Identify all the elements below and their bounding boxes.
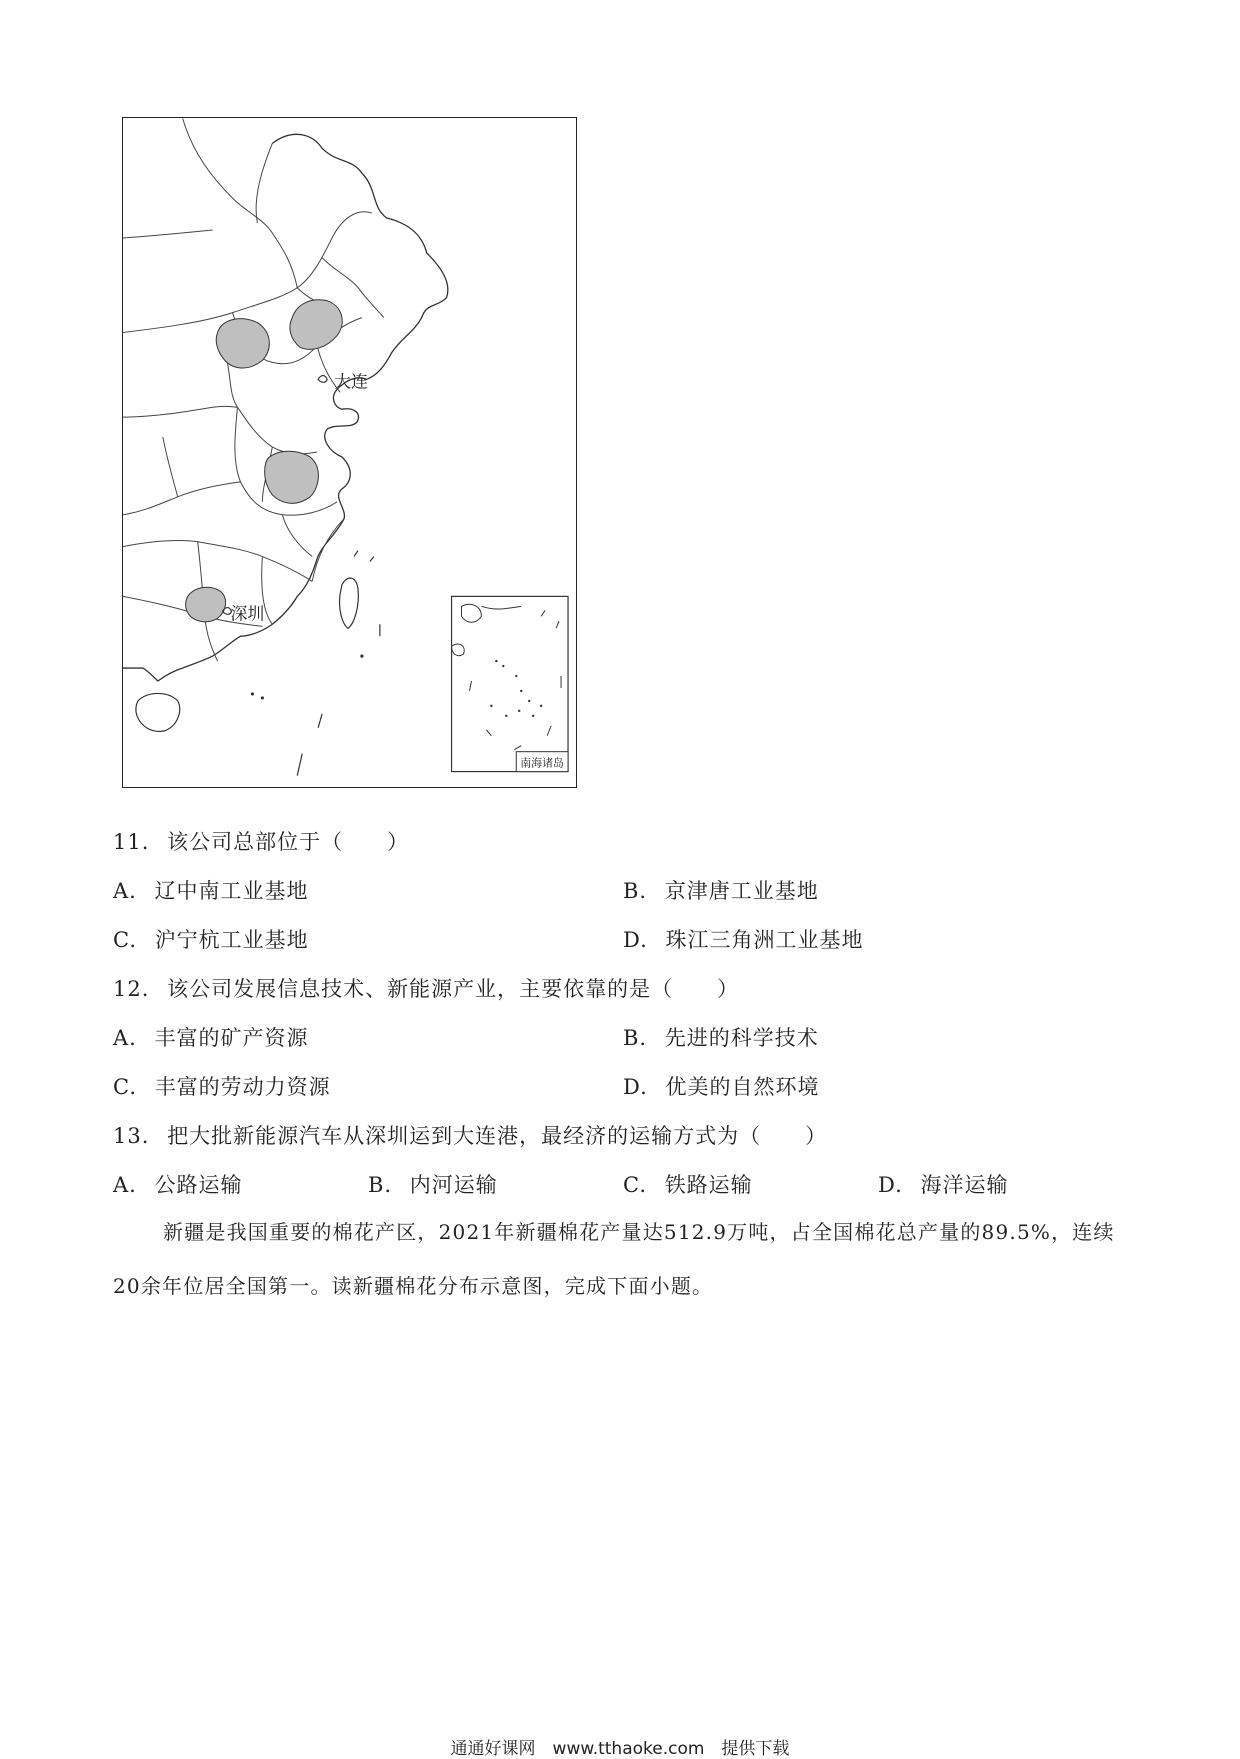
q11-option-a[interactable] (113, 875, 309, 905)
option-letter: C. (113, 1075, 137, 1099)
option-letter: B. (623, 1026, 648, 1050)
small-islands (251, 551, 379, 776)
q12-option-c[interactable] (113, 1071, 331, 1101)
option-text: 丰富的矿产资源 (154, 1026, 309, 1050)
option-text: 京津唐工业基地 (664, 879, 819, 903)
map-svg (123, 118, 576, 787)
option-text: 公路运输 (154, 1173, 243, 1197)
industrial-bases (186, 300, 343, 622)
option-text: 沪宁杭工业基地 (154, 928, 309, 952)
option-letter: D. (623, 1075, 648, 1099)
south-china-sea-inset (452, 596, 568, 771)
city-dalian-label: 大连 (334, 371, 368, 392)
option-letter: B. (623, 879, 648, 903)
question-11 (113, 826, 409, 856)
option-letter: C. (113, 928, 137, 952)
mainland-outline (123, 134, 448, 681)
option-letter: D. (623, 928, 648, 952)
question-12 (113, 973, 739, 1003)
option-letter: A. (113, 879, 137, 903)
option-text: 丰富的劳动力资源 (154, 1075, 331, 1099)
footer: 通通好课网 www.tthaoke.com 提供下载 (450, 1739, 790, 1759)
passage (113, 1205, 1123, 1313)
city-shenzhen (223, 603, 265, 623)
option-letter: A. (113, 1173, 137, 1197)
q13-option-b[interactable] (368, 1169, 498, 1199)
passage-line-2: 20余年位居全国第一。读新疆棉花分布示意图，完成下面小题。 (113, 1274, 714, 1298)
industrial-base-map (122, 117, 577, 788)
option-text: 优美的自然环境 (665, 1075, 820, 1099)
option-letter: B. (368, 1173, 393, 1197)
option-letter: D. (878, 1173, 903, 1197)
option-text: 铁路运输 (664, 1173, 753, 1197)
q11-option-b[interactable] (623, 875, 819, 905)
q12-option-a[interactable] (113, 1022, 309, 1052)
hainan-island (136, 693, 180, 731)
option-letter: C. (623, 1173, 647, 1197)
question-number: 11. (113, 830, 150, 854)
question-text: 把大批新能源汽车从深圳运到大连港，最经济的运输方式为（ ） (167, 1124, 828, 1148)
base-huninghang (265, 451, 319, 503)
question-text: 该公司总部位于（ ） (167, 830, 410, 854)
q11-option-d[interactable] (623, 924, 863, 954)
q12-option-d[interactable] (623, 1071, 819, 1101)
question-13 (113, 1120, 827, 1150)
passage-line-1: 新疆是我国重要的棉花产区，2021年新疆棉花产量达512.9万吨，占全国棉花总产量的89.5%，连续 (163, 1220, 1115, 1244)
taiwan-island (340, 578, 359, 628)
question-text: 该公司发展信息技术、新能源产业，主要依靠的是（ ） (167, 977, 740, 1001)
option-text: 辽中南工业基地 (154, 879, 309, 903)
city-dalian (318, 371, 368, 391)
base-jingjintang (216, 319, 269, 368)
q13-option-a[interactable] (113, 1169, 243, 1199)
option-text: 珠江三角洲工业基地 (665, 928, 864, 952)
option-text: 海洋运输 (920, 1173, 1009, 1197)
base-liaozhongnan (290, 300, 342, 350)
question-number: 13. (113, 1124, 150, 1148)
option-text: 内河运输 (409, 1173, 498, 1197)
q13-option-c[interactable] (623, 1169, 753, 1199)
option-letter: A. (113, 1026, 137, 1050)
city-shenzhen-label: 深圳 (230, 603, 265, 624)
option-text: 先进的科学技术 (664, 1026, 819, 1050)
q11-option-c[interactable] (113, 924, 309, 954)
q12-option-b[interactable] (623, 1022, 819, 1052)
base-zhujiang (186, 587, 226, 621)
question-number: 12. (113, 977, 150, 1001)
inset-label: 南海诸岛 (520, 756, 564, 770)
q13-option-d[interactable] (878, 1169, 1008, 1199)
